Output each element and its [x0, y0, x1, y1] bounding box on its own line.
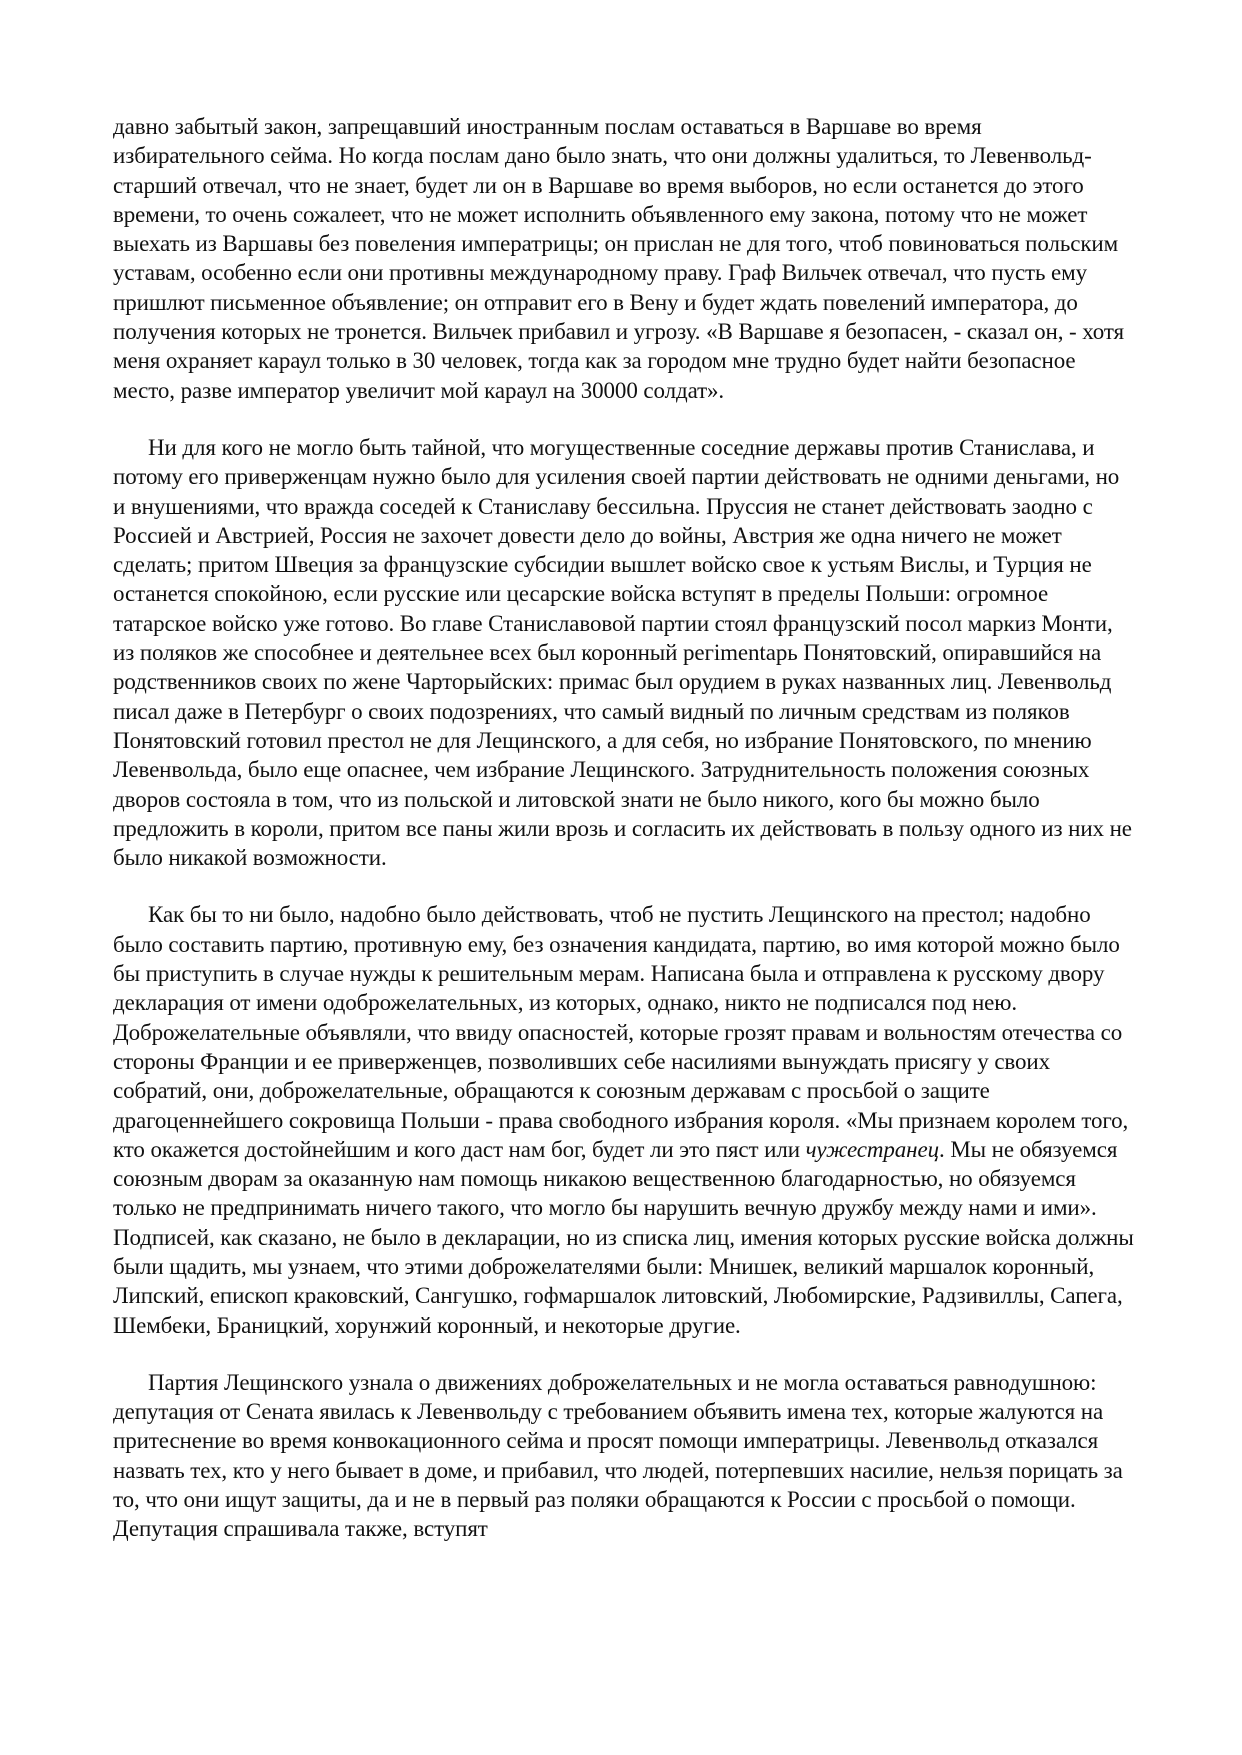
paragraph-1: давно забытый закон, запрещавший иностранным послам оставаться в Варшаве во время избирательного сейма. Но когда послам дано было знать, что они должны удалиться, то Левенвольд-старший отвечал, что не знает, будет ли он в Варшаве во время выборов, но если останется до этого времени, то очень сожалеет, что не может исполнить объявленного ему закона, потому что не может выехать из Варшавы без повеления императрицы; он прислан не для того, чтоб повиноваться польским уставам, особенно если они противны международному праву. Граф Вильчек отвечал, что пусть ему пришлют письменное объявление; он отправит его в Вену и будет ждать повелений императора, до получения которых не тронется. Вильчек прибавил и угрозу. «В Варшаве я безопасен, - сказал он, - хотя меня охраняет караул только в 30 человек, тогда как за городом мне трудно будет найти безопасное место, разве император увеличит мой караул на 30000 солдат».	[113, 114, 1124, 403]
paragraph-3-text-end: . Мы не обязуемся союзным дворам за оказанную нам помощь никакою вещественною благодарностью, но обязуемся только не предпринимать ничего такого, что могло бы нарушить вечную дружбу между нами и ими». Подписей, как сказано, не было в декларации, но из списка лиц, имения которых русские войска должны были щадить, мы узнаем, что этими доброжелателями были: Мнишек, великий маршалок коронный, Липский, епископ краковский, Сангушко, гофмаршалок литовский, Любомирские, Радзивиллы, Сапега, Шембеки, Браницкий, хорунжий коронный, и некоторые другие.	[113, 1136, 1134, 1338]
paragraph-3-emphasis: чужестранец	[805, 1136, 940, 1162]
document-page	[113, 112, 1136, 1572]
paragraph-2: Ни для кого не могло быть тайной, что могущественные соседние державы против Станислава, и потому его приверженцам нужно было для усиления своей партии действовать не одними деньгами, но и внушениями, что вражда соседей к Станиславу бессильна. Пруссия не станет действовать заодно с Россией и Австрией, Россия не захочет довести дело до войны, Австрия же одна ничего не может сделать; притом Швеция за французские субсидии вышлет войско свое к устьям Вислы, и Турция не останется спокойною, если русские или цесарские войска вступят в пределы Польши: огромное татарское войско уже готово. Во главе Станиславовой партии стоял французский посол маркиз Монти, из поляков же способнее и деятельнее всех был коронный регimentарь Понятовский, опиравшийся на родственников своих по жене Чарторыйских: примас был орудием в руках названных лиц. Левенвольд писал даже в Петербург о своих подозрениях, что самый видный по личным средствам из поляков Понятовский готовил престол не для Лещинского, а для себя, но избрание Понятовского, по мнению Левенвольда, было еще опаснее, чем избрание Лещинского. Затруднительность положения союзных дворов состояла в том, что из польской и литовской знати не было никого, кого бы можно было предложить в короли, притом все паны жили врозь и согласить их действовать в пользу одного из них не было никакой возможности.	[113, 434, 1132, 871]
paragraph-4: Партия Лещинского узнала о движениях доброжелательных и не могла оставаться равнодушною: депутация от Сената явилась к Левенвольду с требованием объявить имена тех, которые жалуются на притеснение во время конвокационного сейма и просят помощи императрицы. Левенвольд отказался назвать тех, кто у него бывает в доме, и прибавил, что людей, потерпевших насилие, нельзя порицать за то, что они ищут защиты, да и не в первый раз поляки обращаются к России с просьбой о помощи. Депутация спрашивала также, вступят	[113, 1369, 1123, 1542]
paragraph-3	[113, 900, 1136, 1339]
paragraph-3-text-start: Как бы то ни было, надобно было действовать, чтоб не пустить Лещинского на престол; надобно было составить партию, противную ему, без означения кандидата, партию, во имя которой можно было бы приступить в случае нужды к решительным мерам. Написана была и отправлена к русскому двору декларация от имени одоброжелательных, из которых, однако, никто не подписался под нею. Доброжелательные объявляли, что ввиду опасностей, которые грозят правам и вольностям отечества со стороны Франции и ее приверженцев, позволивших себе насилиями вынуждать присягу у своих собратий, они, доброжелательные, обращаются к союзным державам с просьбой о защите драгоценнейшего сокровища Польши - права свободного избрания короля. «Мы признаем королем того, кто окажется достойнейшим и кого даст нам бог, будет ли это пяст или	[113, 902, 1129, 1162]
